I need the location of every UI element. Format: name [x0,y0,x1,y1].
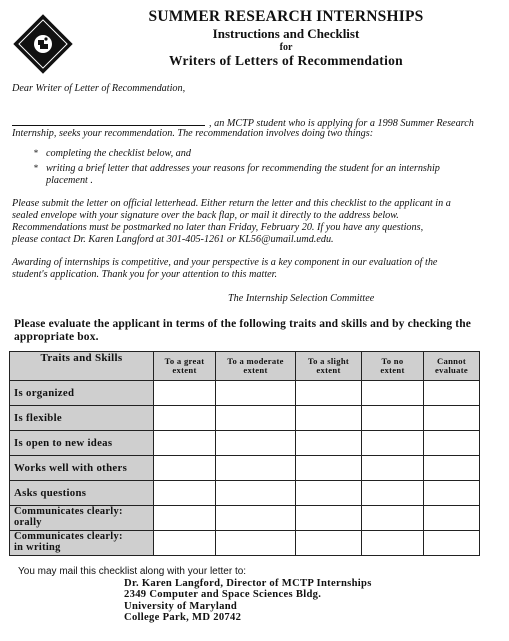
checkbox-cell[interactable] [216,406,296,431]
checkbox-cell[interactable] [154,456,216,481]
column-header-none: To no extent [362,352,424,381]
table-row [10,531,480,556]
submit-line-1: Please submit the letter on official letterhead. Either return the letter and this checklist to the applicant in a [12,198,451,209]
checkbox-cell[interactable] [424,406,480,431]
submit-line-3: Recommendations must be postmarked no later than Friday, February 20. If you have any questions, [12,222,424,233]
checkbox-cell[interactable] [362,381,424,406]
checkbox-cell[interactable] [216,381,296,406]
column-header-cannot: Cannot evaluate [424,352,480,381]
checkbox-cell[interactable] [424,531,480,556]
trait-label: Is open to new ideas [10,431,154,456]
address-line: College Park, MD 20742 [124,612,242,624]
table-row [10,431,480,456]
trait-label: Works well with others [10,456,154,481]
page-title: SUMMER RESEARCH INTERNSHIPS [148,8,424,25]
checkbox-cell[interactable] [296,431,362,456]
awarding-line-2: student's application. Thank you for your attention to this matter. [12,269,278,280]
checkbox-cell[interactable] [362,456,424,481]
submit-line-2: sealed envelope with your signature over the back flap, or mail it directly to the address below. [12,210,399,221]
checkbox-cell[interactable] [296,506,362,531]
trait-label: Asks questions [10,481,154,506]
checkbox-cell[interactable] [296,381,362,406]
checkbox-cell[interactable] [154,506,216,531]
evaluation-instructions: Please evaluate the applicant in terms of the following traits and skills and by checking the appropriate box. [14,318,472,343]
mailing-note: You may mail this checklist along with your letter to: [18,566,247,577]
bullet-item-2-cont: placement . [46,175,93,186]
checkbox-cell[interactable] [216,506,296,531]
signoff: The Internship Selection Committee [228,293,375,304]
checkbox-cell[interactable] [154,381,216,406]
university-seal-icon [13,14,73,74]
checkbox-cell[interactable] [424,456,480,481]
column-header-slight: To a slight extent [296,352,362,381]
table-row [10,381,480,406]
page-subtitle: Instructions and Checklist [212,26,360,41]
address-line: University of Maryland [124,600,238,612]
column-header-traits: Traits and Skills [10,352,154,381]
header-for: for [279,42,293,53]
mailing-address [124,578,372,624]
checkbox-cell[interactable] [216,531,296,556]
checkbox-cell[interactable] [216,431,296,456]
checkbox-cell[interactable] [296,406,362,431]
checkbox-cell[interactable] [154,406,216,431]
trait-label: Communicates clearly: in writing [10,531,154,556]
checkbox-cell[interactable] [424,381,480,406]
table-row [10,481,480,506]
column-header-moderate: To a moderate extent [216,352,296,381]
trait-label: Communicates clearly: orally [10,506,154,531]
checkbox-cell[interactable] [296,481,362,506]
checkbox-cell[interactable] [362,481,424,506]
awarding-line-1: Awarding of internships is competitive, and your perspective is a key component in our evaluation of the [12,257,438,268]
checkbox-cell[interactable] [362,506,424,531]
checkbox-cell[interactable] [154,531,216,556]
table-header-row [10,352,480,381]
salutation: Dear Writer of Letter of Recommendation, [12,83,186,94]
checkbox-cell[interactable] [296,456,362,481]
trait-label: Is organized [10,381,154,406]
checkbox-cell[interactable] [362,531,424,556]
trait-label: Is flexible [10,406,154,431]
bullet-icon: * [33,148,39,158]
checkbox-cell[interactable] [154,481,216,506]
checkbox-cell[interactable] [216,456,296,481]
evaluation-table [9,351,480,556]
table-row [10,406,480,431]
checkbox-cell[interactable] [296,531,362,556]
table-row [10,456,480,481]
intro-text-1: , an MCTP student who is applying for a 1998 Summer Research [209,118,474,129]
checkbox-cell[interactable] [216,481,296,506]
address-line: 2349 Computer and Space Sciences Bldg. [124,589,322,601]
intro-line-2: Internship, seeks your recommendation. The recommendation involves doing two things: [12,128,374,139]
address-line: Dr. Karen Langford, Director of MCTP Internships [124,578,372,589]
checkbox-cell[interactable] [362,431,424,456]
submit-line-4: please contact Dr. Karen Langford at 301-405-1261 or KL56@umail.umd.edu. [12,234,334,245]
checkbox-cell[interactable] [424,481,480,506]
table-row [10,506,480,531]
header-audience: Writers of Letters of Recommendation [169,53,403,68]
bullet-icon: * [33,163,39,173]
checkbox-cell[interactable] [424,506,480,531]
bullet-text-1: completing the checklist below, and [46,148,191,159]
checkbox-cell[interactable] [362,406,424,431]
column-header-great: To a great extent [154,352,216,381]
student-name-blank[interactable] [12,116,205,126]
bullet-item-2 [26,163,440,175]
bullet-text-2: writing a brief letter that addresses your reasons for recommending the student for an internship [46,163,440,174]
checkbox-cell[interactable] [424,431,480,456]
checkbox-cell[interactable] [154,431,216,456]
bullet-item-1 [26,148,191,160]
